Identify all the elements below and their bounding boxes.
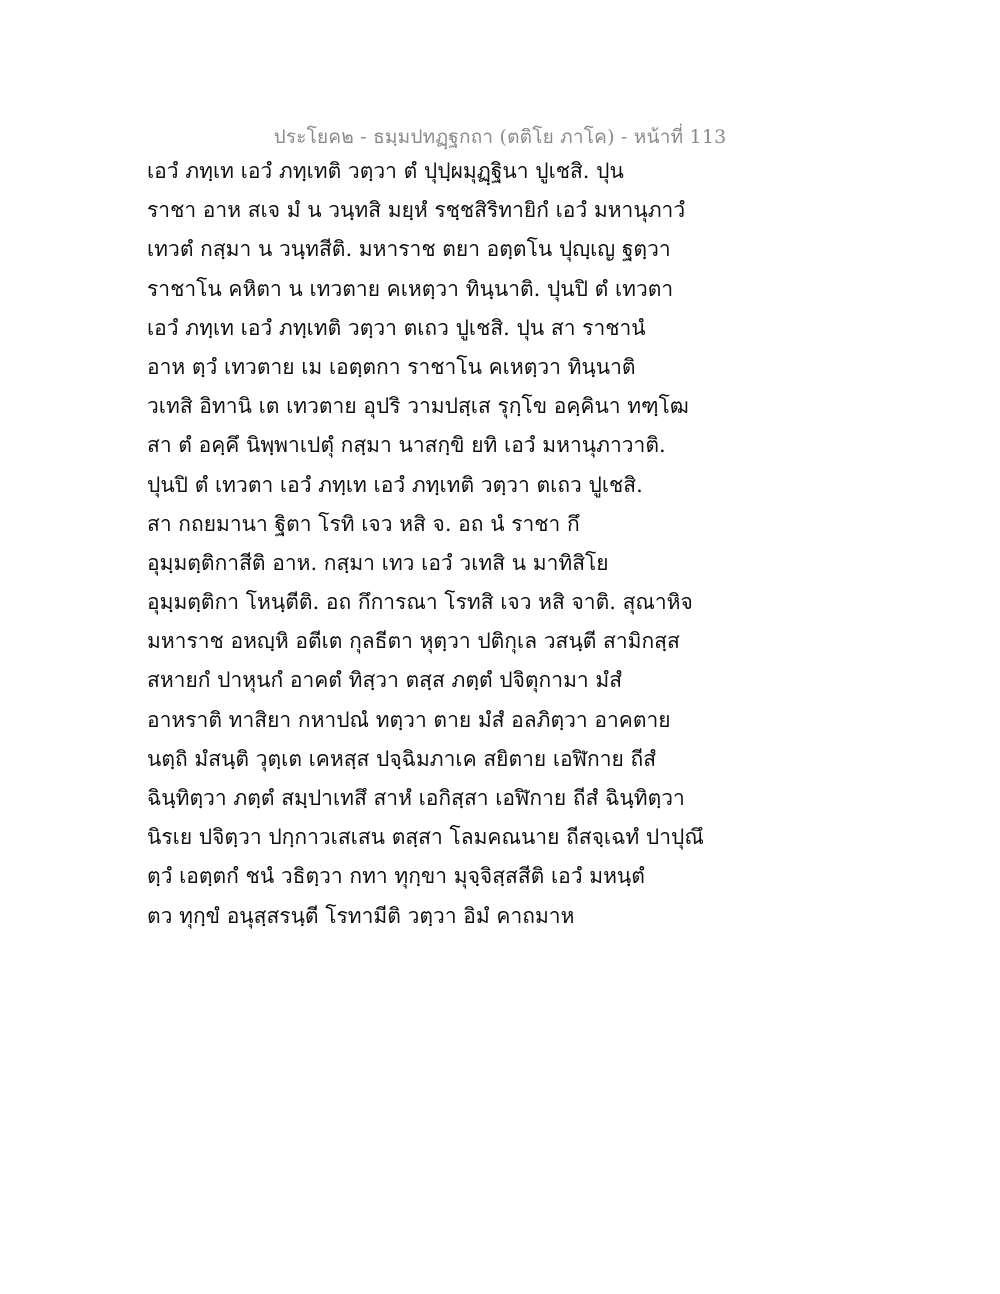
text-line: อาห ตฺวํ เทวตาย เม เอตฺตกา ราชาโน คเหตฺวา ทินฺนาติ <box>147 354 636 379</box>
text-line: สหายกํ ปาหุนกํ อาคตํ ทิสฺวา ตสฺส ภตฺตํ ปจิตุกามา มํสํ <box>147 668 623 693</box>
text-line: ฉินฺทิตฺวา ภตฺตํ สมฺปาเทสึ สาหํ เอกิสฺสา เอฬิกาย ถีสํ ฉินฺทิตฺวา <box>147 786 685 810</box>
text-line: สา กถยมานา ฐิตา โรทิ เจว หสิ จ. อถ นํ ราชา กึ <box>147 511 580 536</box>
text-line: ตฺวํ เอตฺตกํ ชนํ วธิตฺวา กทา ทุกฺขา มุจฺจิสฺสสีติ เอวํ มหนฺตํ <box>147 864 645 889</box>
text-line: วเทสิ อิทานิ เต เทวตาย อุปริ วามปสฺเส รุกฺโข อคฺคินา ทฑฺโฒ <box>147 394 689 419</box>
text-line: ตว ทุกฺขํ อนุสฺสรนฺตี โรทามีติ วตฺวา อิมํ คาถมาห <box>147 903 575 928</box>
text-line: ราชา อาห สเจ มํ น วนฺทสิ มยฺหํ รชฺชสิริทายิกํ เอวํ มหานุภาวํ <box>147 198 686 223</box>
text-line: ปุนปิ ตํ เทวตา เอวํ ภทฺเท เอวํ ภทฺเทติ วตฺวา ตเถว ปูเชสิ. <box>147 472 643 497</box>
text-line: เอวํ ภทฺเท เอวํ ภทฺเทติ วตฺวา ตํ ปุปฺผมุฏฺฐินา ปูเชสิ. ปุน <box>147 159 624 183</box>
text-line: เทวตํ กสฺมา น วนฺทสีติ. มหาราช ตยา อตฺตโน ปุญฺเญ ฐตฺวา <box>147 237 671 262</box>
text-line: อาหราติ ทาสิยา กหาปณํ ทตฺวา ตาย มํสํ อลภิตฺวา อาคตาย <box>147 707 671 732</box>
text-line: ราชาโน คหิตา น เทวตาย คเหตฺวา ทินฺนาติ. ปุนปิ ตํ เทวตา <box>147 276 674 301</box>
text-line: มหาราช อหญฺหิ อตีเต กุลธีตา หุตฺวา ปติกุเล วสนฺตี สามิกสฺส <box>147 629 680 654</box>
text-line: อุมฺมตฺติกา โหนฺตีติ. อถ กึการณา โรทสิ เจว หสิ จาติ. สุณาหิจ <box>147 590 693 615</box>
text-line: นตฺถิ มํสนฺติ วุตฺเต เคหสฺส ปจฺฉิมภาเค สยิตาย เอฬิกาย ถีสํ <box>147 746 657 771</box>
text-line: อุมฺมตฺติกาสีติ อาห. กสฺมา เทว เอวํ วเทสิ น มาทิสิโย <box>147 550 609 575</box>
text-line: นิรเย ปจิตฺวา ปกฺกาวเสเสน ตสฺสา โลมคณนาย ถีสจฺเฉทํ ปาปุณึ <box>147 825 704 850</box>
text-line: สา ตํ อคฺคึ นิพฺพาเปตุํ กสฺมา นาสกฺขิ ยทิ เอวํ มหานุภาวาติ. <box>147 433 666 458</box>
body-text <box>147 152 707 936</box>
running-header: ประโยค๒ - ธมฺมปทฏฺฐกถา (ตติโย ภาโค) - หน้าที่ 113 <box>273 126 727 148</box>
text-line: เอวํ ภทฺเท เอวํ ภทฺเทติ วตฺวา ตเถว ปูเชสิ. ปุน สา ราชานํ <box>147 315 646 340</box>
